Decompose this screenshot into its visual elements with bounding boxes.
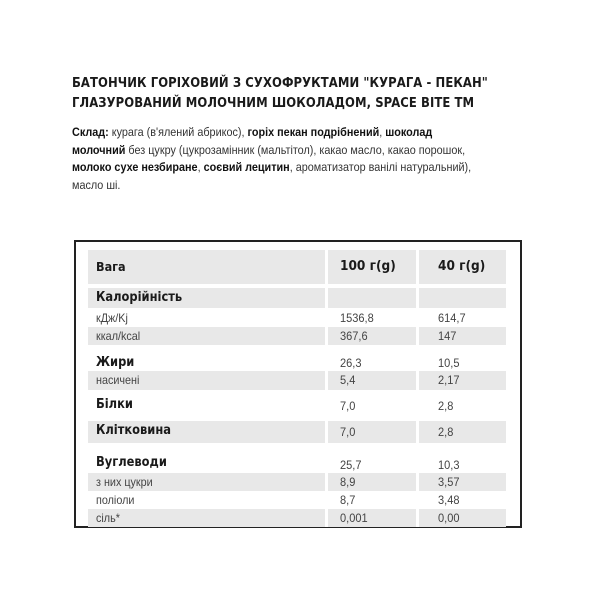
table-row-fat <box>88 353 506 371</box>
fat-100g: 26,3 <box>340 356 362 370</box>
kcal-40g: 147 <box>438 329 457 343</box>
saturated-40g: 2,17 <box>438 373 460 387</box>
table-row-protein <box>88 395 506 417</box>
fat-40g: 10,5 <box>438 356 460 370</box>
fiber-100g: 7,0 <box>340 425 356 439</box>
saturated-100g: 5,4 <box>340 373 356 387</box>
composition-part: , <box>379 125 386 139</box>
polyols-label: поліоли <box>96 493 135 507</box>
composition-line-1 <box>72 124 530 142</box>
composition-text <box>72 124 530 194</box>
header-weight-label: Вага <box>96 259 126 274</box>
kj-100g: 1536,8 <box>340 311 374 325</box>
header-col-40g: 40 г(g) <box>438 258 486 274</box>
composition-bold: соєвий лецитин <box>203 160 290 174</box>
table-row-fiber <box>88 421 506 443</box>
polyols-100g: 8,7 <box>340 493 356 507</box>
kj-40g: 614,7 <box>438 311 466 325</box>
table-row-sugars <box>88 473 506 491</box>
sugars-40g: 3,57 <box>438 475 460 489</box>
composition-line-3 <box>72 159 530 177</box>
protein-40g: 2,8 <box>438 399 454 413</box>
table-row-saturated <box>88 371 506 390</box>
fiber-label: Клітковина <box>96 422 172 438</box>
protein-label: Білки <box>96 396 133 412</box>
table-header-row <box>88 250 506 284</box>
table-row-carbs <box>88 454 506 473</box>
fat-label: Жири <box>96 354 135 370</box>
carbs-100g: 25,7 <box>340 458 362 472</box>
composition-part: масло ші. <box>72 177 121 192</box>
product-title-line-1: БАТОНЧИК ГОРІХОВИЙ З СУХОФРУКТАМИ "КУРАГА - ПЕКАН" <box>72 75 488 91</box>
composition-label: Склад: <box>72 125 109 139</box>
table-row-kcal <box>88 327 506 345</box>
sugars-label: з них цукри <box>96 475 153 489</box>
kcal-100g: 367,6 <box>340 329 368 343</box>
sugars-100g: 8,9 <box>340 475 356 489</box>
product-title-line-2: ГЛАЗУРОВАНИЙ МОЛОЧНИМ ШОКОЛАДОМ, SPACE BITE TM <box>72 95 475 111</box>
composition-part: , <box>197 160 204 174</box>
composition-line-4 <box>72 177 530 195</box>
table-row-kj <box>88 308 506 327</box>
header-col-100g: 100 г(g) <box>340 258 396 274</box>
salt-40g: 0,00 <box>438 511 460 525</box>
composition-part: курага (в'ялений абрикос), <box>108 125 248 139</box>
fiber-40g: 2,8 <box>438 425 454 439</box>
kcal-label: ккал/kcal <box>96 329 141 343</box>
composition-bold: молочний <box>72 142 126 157</box>
composition-part: , ароматизатор ванілі натуральний), <box>289 160 472 174</box>
table-row-calories <box>88 288 506 308</box>
protein-100g: 7,0 <box>340 399 356 413</box>
saturated-label: насичені <box>96 373 140 387</box>
composition-part: без цукру (цукрозамінник (мальтітол), какао масло, какао порошок, <box>125 142 466 157</box>
salt-label: сіль* <box>96 511 120 525</box>
composition-bold: горіх пекан подрібнений <box>247 125 380 139</box>
salt-100g: 0,001 <box>340 511 368 525</box>
table-row-polyols <box>88 491 506 509</box>
table-row-salt <box>88 509 506 527</box>
calories-label: Калорійність <box>96 289 183 305</box>
nutrition-table <box>88 250 506 527</box>
product-title <box>72 73 488 113</box>
composition-bold: шоколад <box>385 125 433 139</box>
carbs-label: Вуглеводи <box>96 454 167 470</box>
kj-label: кДж/Kj <box>96 311 128 325</box>
carbs-40g: 10,3 <box>438 458 460 472</box>
composition-bold: молоко сухе незбиране <box>72 160 198 174</box>
polyols-40g: 3,48 <box>438 493 460 507</box>
composition-line-2 <box>72 142 530 160</box>
